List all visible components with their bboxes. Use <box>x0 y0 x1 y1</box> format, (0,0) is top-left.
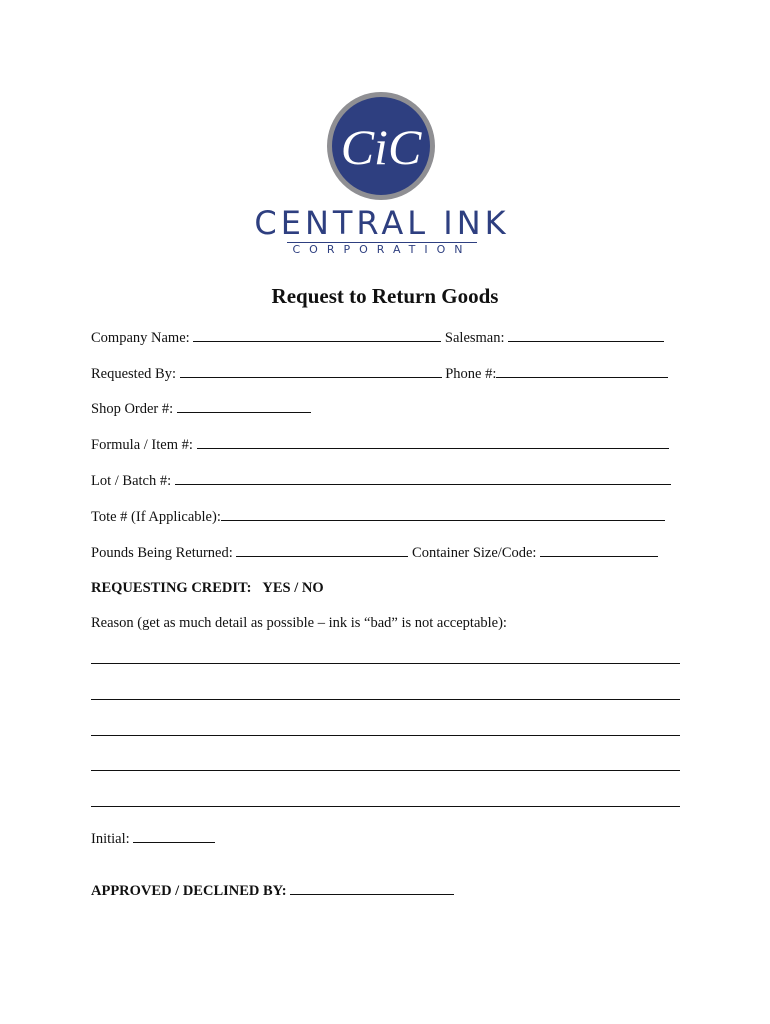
formula-row <box>91 435 681 454</box>
reason-line-4[interactable] <box>91 770 680 771</box>
approval-row <box>91 881 681 900</box>
form-title: Request to Return Goods <box>271 284 499 308</box>
requesting-credit-label: REQUESTING CREDIT: <box>91 580 252 596</box>
company-name-label: Company Name: <box>91 330 190 346</box>
container-size-label: Container Size/Code: <box>412 545 537 561</box>
tote-row <box>91 507 681 526</box>
pounds-returned-field[interactable] <box>236 543 408 557</box>
logo-brand-sub: CORPORATION <box>292 243 472 256</box>
reason-row <box>91 614 681 632</box>
tote-label: Tote # (If Applicable): <box>91 509 221 525</box>
phone-label: Phone #: <box>445 366 497 382</box>
company-logo <box>0 90 770 260</box>
container-size-field[interactable] <box>540 543 658 557</box>
shop-order-field[interactable] <box>177 399 311 413</box>
initial-field[interactable] <box>133 829 215 843</box>
company-salesman-row <box>91 328 681 347</box>
logo-monogram: CiC <box>340 119 422 175</box>
salesman-label: Salesman: <box>444 330 505 346</box>
tote-field[interactable] <box>221 507 665 521</box>
pounds-returned-label: Pounds Being Returned: <box>91 545 233 561</box>
salesman-field[interactable] <box>508 328 664 342</box>
approved-by-field[interactable] <box>290 881 454 895</box>
pounds-container-row <box>91 543 681 562</box>
requested-phone-row <box>91 364 681 383</box>
shop-order-label: Shop Order #: <box>91 401 174 417</box>
reason-line-3[interactable] <box>91 735 680 736</box>
formula-item-label: Formula / Item #: <box>91 437 193 453</box>
reason-line-1[interactable] <box>91 663 680 664</box>
lot-batch-row <box>91 471 681 490</box>
reason-line-2[interactable] <box>91 699 680 700</box>
credit-row <box>91 579 681 597</box>
logo-brand-name: CENTRAL INK <box>254 204 510 242</box>
shop-order-row <box>91 399 681 418</box>
approved-declined-label: APPROVED / DECLINED BY: <box>91 883 287 899</box>
company-name-field[interactable] <box>193 328 441 342</box>
cic-seal-logo <box>327 92 435 200</box>
credit-options[interactable]: YES / NO <box>262 580 324 596</box>
lot-batch-label: Lot / Batch #: <box>91 473 172 489</box>
reason-line-5[interactable] <box>91 806 680 807</box>
formula-item-field[interactable] <box>197 435 669 449</box>
reason-label: Reason (get as much detail as possible – ink is “bad” is not acceptable): <box>91 615 507 631</box>
requested-by-label: Requested By: <box>91 366 176 382</box>
initial-row <box>91 829 681 848</box>
requested-by-field[interactable] <box>180 364 442 378</box>
phone-field[interactable] <box>496 364 668 378</box>
lot-batch-field[interactable] <box>175 471 671 485</box>
initial-label: Initial: <box>91 831 130 847</box>
